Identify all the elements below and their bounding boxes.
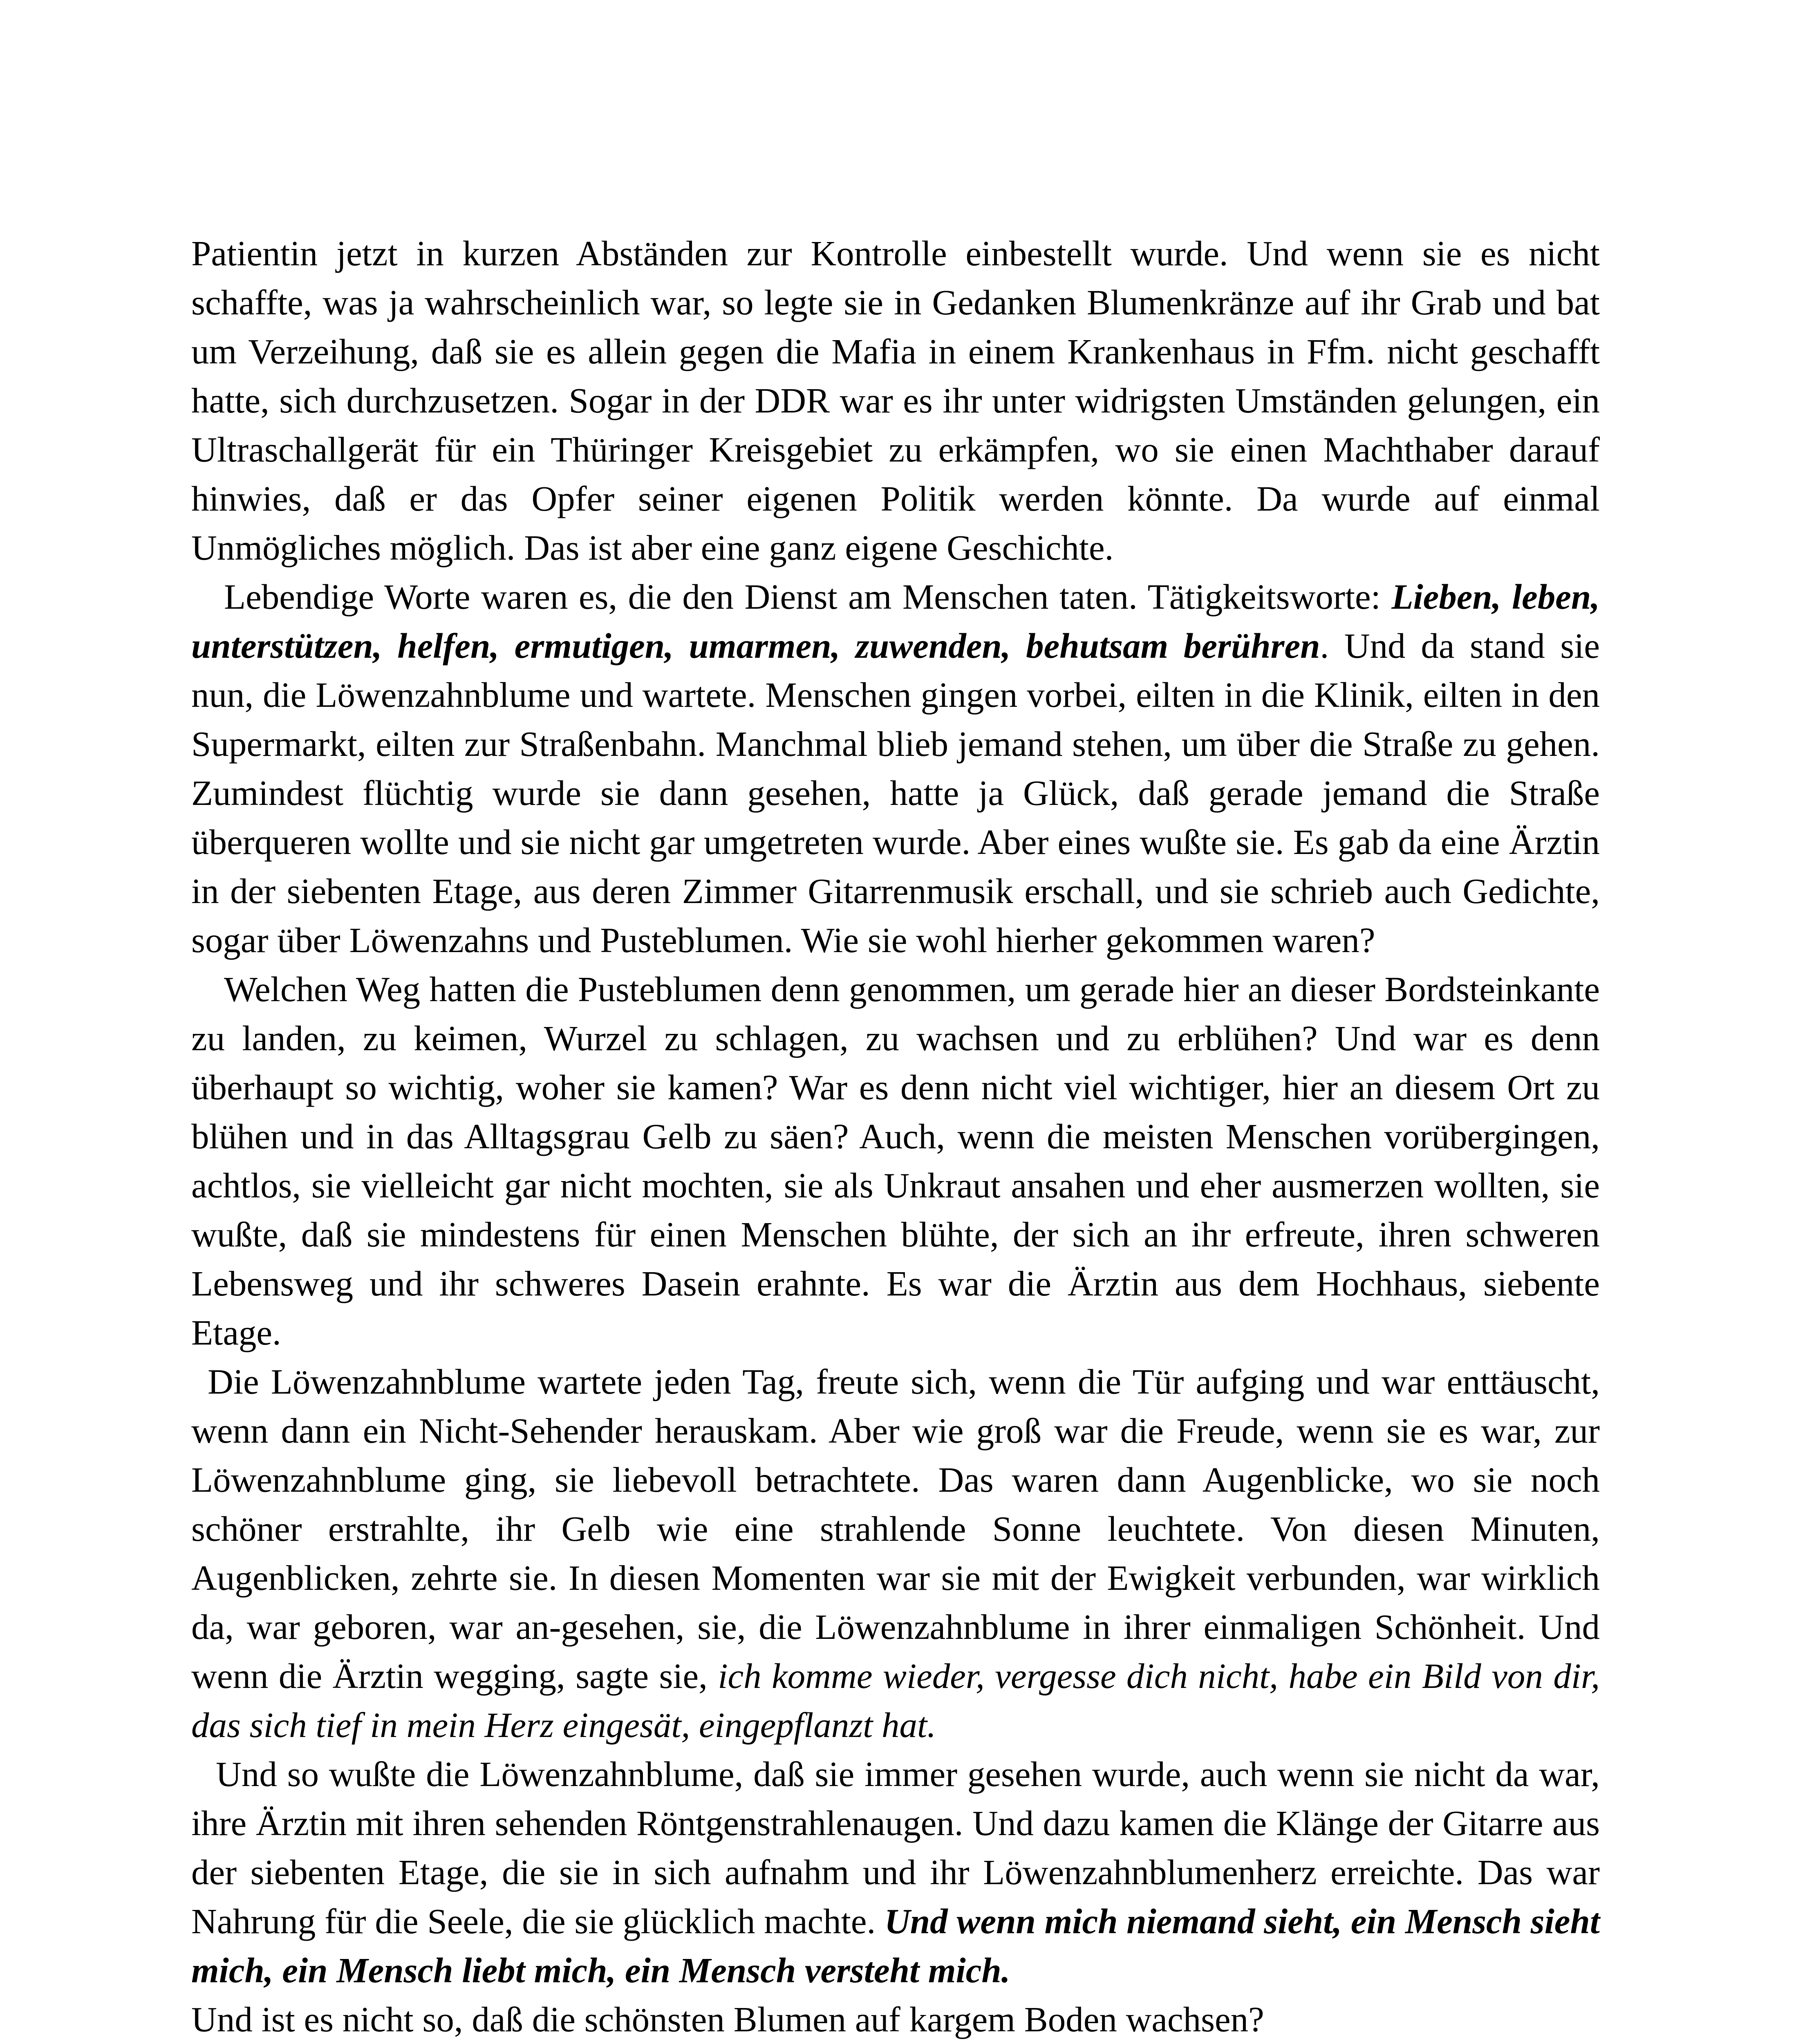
paragraph-2-emphasis: Lieben, leben, unterstützen, helfen, ermutigen, umarmen, zuwenden, behutsam berühren: [191, 577, 1600, 666]
paragraph-5-emphasis: Und wenn mich niemand sieht, ein Mensch sieht mich, ein Mensch liebt mich, ein Mensch versteht mich.: [191, 1901, 1600, 1990]
paragraph-3-text: Welchen Weg hatten die Pusteblumen denn genommen, um gerade hier an dieser Bordsteinkante zu landen, zu keimen, Wurzel zu schlagen, zu wachsen und zu erblühen? Und war es denn überhaupt so wichtig, woher sie kamen? War es denn nicht viel wichtiger, hier an diesem Ort zu blühen und in das Alltagsgrau Gelb zu säen? Auch, wenn die meisten Menschen vorübergingen, achtlos, sie vielleicht gar nicht mochten, sie als Unkraut ansahen und eher ausmerzen wollten, sie wußte, daß sie mindestens für einen Menschen blühte, der sich an ihr erfreute, ihren schweren Lebensweg und ihr schweres Dasein erahnte. Es war die Ärztin aus dem Hochhaus, siebente Etage.: [191, 969, 1600, 1352]
paragraph-4-start: Die Löwenzahnblume wartete jeden Tag, freute sich, wenn die Tür aufging und war enttäuscht, wenn dann ein Nicht-Sehender herauskam. Aber wie groß war die Freude, wenn sie es war, zur Löwenzahnblume ging, sie liebevoll betrachtete. Das waren dann Augenblicke, wo sie noch schöner erstrahlte, ihr Gelb wie eine strahlende Sonne leuchtete. Von diesen Minuten, Augenblicken, zehrte sie. In diesen Momenten war sie mit der Ewigkeit verbunden, war wirklich da, war geboren, war an-gesehen, sie, die Löwenzahnblume in ihrer einmaligen Schönheit. Und wenn die Ärztin wegging, sagte sie,: [191, 1362, 1600, 1696]
paragraph-3: [191, 965, 1600, 1357]
paragraph-2-start: Lebendige Worte waren es, die den Dienst am Menschen taten. Tätigkeitsworte:: [224, 577, 1392, 616]
paragraph-6-text: Und ist es nicht so, daß die schönsten Blumen auf kargem Boden wachsen?: [191, 1999, 1264, 2039]
paragraph-6: [191, 1995, 1600, 2044]
page-body: [191, 229, 1600, 2044]
paragraph-2-end: . Und da stand sie nun, die Löwenzahnblume und wartete. Menschen gingen vorbei, eilten in die Klinik, eilten in den Supermarkt, eilten zur Straßenbahn. Manchmal blieb jemand stehen, um über die Straße zu gehen. Zumindest flüchtig wurde sie dann gesehen, hatte ja Glück, daß gerade jemand die Straße überqueren wollte und sie nicht gar umgetreten wurde. Aber eines wußte sie. Es gab da eine Ärztin in der siebenten Etage, aus deren Zimmer Gitarrenmusik erschall, und sie schrieb auch Gedichte, sogar über Löwenzahns und Pusteblumen. Wie sie wohl hierher gekommen waren?: [191, 626, 1600, 960]
paragraph-5: [191, 1750, 1600, 1995]
paragraph-5-start: Und so wußte die Löwenzahnblume, daß sie immer gesehen wurde, auch wenn sie nicht da war, ihre Ärztin mit ihren sehenden Röntgenstrahlenaugen. Und dazu kamen die Klänge der Gitarre aus der siebenten Etage, die sie in sich aufnahm und ihr Löwenzahnblumenherz erreichte. Das war Nahrung für die Seele, die sie glücklich machte.: [191, 1754, 1600, 1941]
paragraph-4: [191, 1357, 1600, 1750]
paragraph-2: [191, 572, 1600, 965]
paragraph-4-italic: ich komme wieder, vergesse dich nicht, habe ein Bild von dir, das sich tief in mein Herz eingesät, eingepflanzt hat.: [191, 1656, 1600, 1745]
paragraph-1: [191, 229, 1600, 572]
paragraph-1-text: Patientin jetzt in kurzen Abständen zur Kontrolle einbestellt wurde. Und wenn sie es nicht schaffte, was ja wahrscheinlich war, so legte sie in Gedanken Blumenkränze auf ihr Grab und bat um Verzeihung, daß sie es allein gegen die Mafia in einem Krankenhaus in Ffm. nicht geschafft hatte, sich durchzusetzen. Sogar in der DDR war es ihr unter widrigsten Umständen gelungen, ein Ultraschallgerät für ein Thüringer Kreisgebiet zu erkämpfen, wo sie einen Machthaber darauf hinwies, daß er das Opfer seiner eigenen Politik werden könnte. Da wurde auf einmal Unmögliches möglich. Das ist aber eine ganz eigene Geschichte.: [191, 233, 1600, 567]
